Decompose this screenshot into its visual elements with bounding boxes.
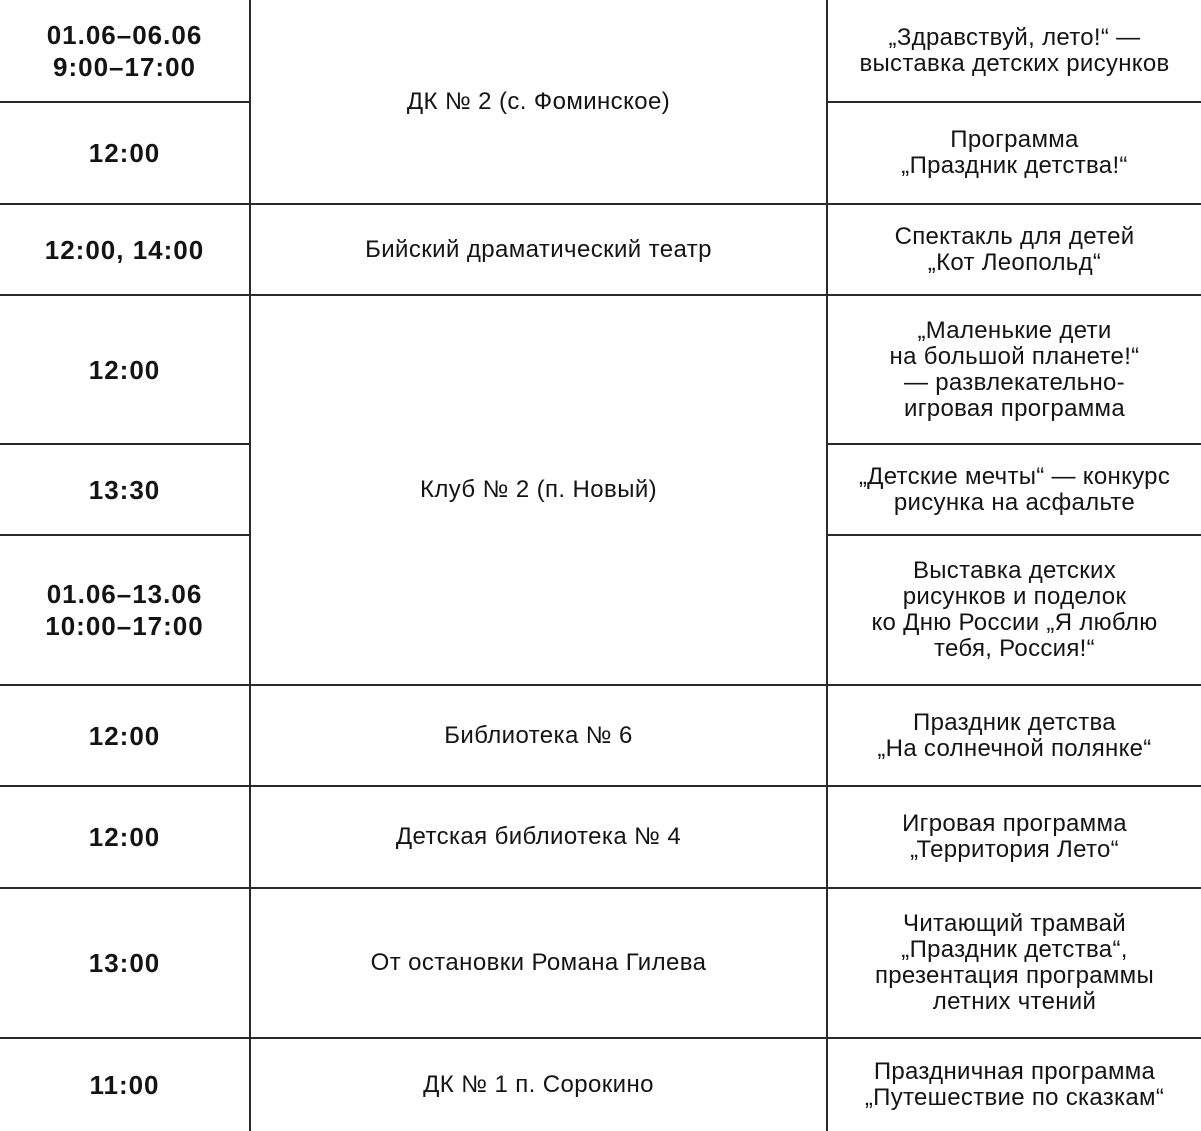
- event-cell: „Маленькие дети на большой планете!“ — развлекательно- игровая программа: [827, 295, 1201, 444]
- event-cell: „Детские мечты“ — конкурс рисунка на асфальте: [827, 444, 1201, 535]
- venue-cell: Детская библиотека № 4: [250, 786, 827, 888]
- time-cell: 12:00: [0, 295, 250, 444]
- table-row: [0, 685, 1201, 786]
- venue-cell: Бийский драматический театр: [250, 204, 827, 295]
- event-cell: Спектакль для детей „Кот Леопольд“: [827, 204, 1201, 295]
- time-cell: 12:00: [0, 685, 250, 786]
- event-cell: Читающий трамвай „Праздник детства“, презентация программы летних чтений: [827, 888, 1201, 1038]
- time-cell: 12:00: [0, 786, 250, 888]
- venue-cell: Клуб № 2 (п. Новый): [250, 295, 827, 685]
- table-row: [0, 786, 1201, 888]
- table-row: [0, 888, 1201, 1038]
- event-cell: Выставка детских рисунков и поделок ко Дню России „Я люблю тебя, Россия!“: [827, 535, 1201, 685]
- table-row: [0, 295, 1201, 444]
- event-cell: „Здравствуй, лето!“ — выставка детских рисунков: [827, 0, 1201, 102]
- event-cell: Праздник детства „На солнечной полянке“: [827, 685, 1201, 786]
- venue-cell: Библиотека № 6: [250, 685, 827, 786]
- event-cell: Игровая программа „Территория Лето“: [827, 786, 1201, 888]
- venue-cell: От остановки Романа Гилева: [250, 888, 827, 1038]
- time-cell: 01.06–06.06 9:00–17:00: [0, 0, 250, 102]
- table-row: [0, 204, 1201, 295]
- time-cell: 01.06–13.06 10:00–17:00: [0, 535, 250, 685]
- time-cell: 13:30: [0, 444, 250, 535]
- table-row: [0, 1038, 1201, 1131]
- venue-cell: ДК № 1 п. Сорокино: [250, 1038, 827, 1131]
- time-cell: 11:00: [0, 1038, 250, 1131]
- venue-cell: ДК № 2 (с. Фоминское): [250, 0, 827, 204]
- table-row: [0, 0, 1201, 102]
- time-cell: 13:00: [0, 888, 250, 1038]
- time-cell: 12:00, 14:00: [0, 204, 250, 295]
- time-cell: 12:00: [0, 102, 250, 204]
- event-cell: Программа „Праздник детства!“: [827, 102, 1201, 204]
- event-cell: Праздничная программа „Путешествие по сказкам“: [827, 1038, 1201, 1131]
